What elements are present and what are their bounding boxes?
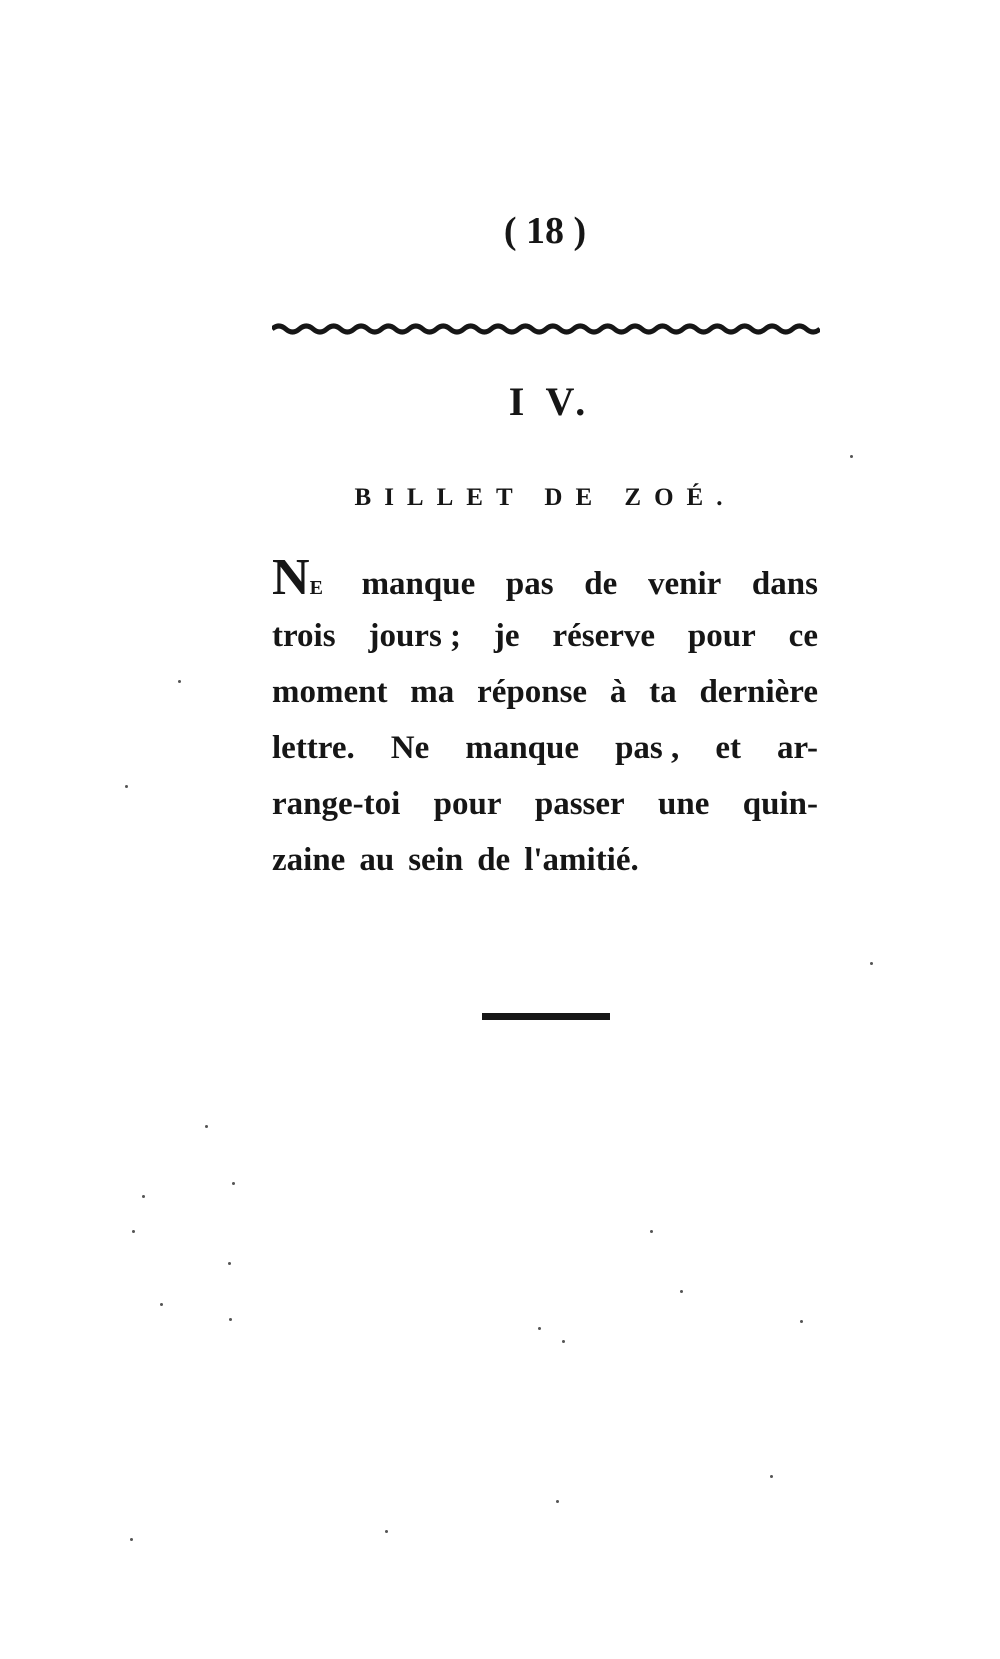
word: de bbox=[477, 842, 511, 878]
wavy-ornament-rule bbox=[272, 318, 820, 340]
paper-speck bbox=[800, 1320, 803, 1323]
end-rule bbox=[482, 1013, 610, 1020]
word: moment bbox=[272, 674, 388, 710]
paper-speck bbox=[538, 1327, 541, 1330]
word: dans bbox=[751, 566, 818, 602]
word: Ne bbox=[390, 730, 430, 766]
paper-speck bbox=[228, 1262, 231, 1265]
word: au bbox=[359, 842, 395, 878]
paper-speck bbox=[229, 1318, 232, 1321]
word: passer bbox=[534, 786, 625, 822]
initial-small-caps: E bbox=[309, 577, 323, 599]
word: lettre. bbox=[272, 730, 355, 766]
word: range-toi bbox=[272, 786, 401, 822]
paper-speck bbox=[232, 1182, 235, 1185]
body-line-6 bbox=[272, 832, 818, 888]
word: une bbox=[658, 786, 710, 822]
paper-speck bbox=[770, 1475, 773, 1478]
drop-initial: N bbox=[272, 549, 310, 606]
paper-speck bbox=[385, 1530, 388, 1533]
word: de bbox=[584, 566, 618, 602]
page-number: ( 18 ) bbox=[503, 210, 587, 252]
paper-speck bbox=[132, 1230, 135, 1233]
word: pour bbox=[687, 618, 756, 654]
word: zaine bbox=[272, 842, 346, 878]
word: réserve bbox=[552, 618, 656, 654]
paper-speck bbox=[160, 1303, 163, 1306]
paper-speck bbox=[562, 1340, 565, 1343]
word: ma bbox=[410, 674, 455, 710]
word: manque bbox=[361, 566, 476, 602]
body-line-2 bbox=[272, 608, 818, 664]
chapter-number: I V. bbox=[508, 379, 592, 424]
paper-speck bbox=[556, 1500, 559, 1503]
paper-speck bbox=[650, 1230, 653, 1233]
word: l'amitié. bbox=[524, 842, 639, 878]
word: ta bbox=[649, 674, 677, 710]
word: venir bbox=[647, 566, 722, 602]
letter-heading: BILLET DE ZOÉ. bbox=[354, 484, 736, 511]
paper-speck bbox=[205, 1125, 208, 1128]
body-line-3 bbox=[272, 664, 818, 720]
word: dernière bbox=[699, 674, 818, 710]
word: à bbox=[609, 674, 627, 710]
word: sein bbox=[408, 842, 464, 878]
paper-speck bbox=[870, 962, 873, 965]
paper-speck bbox=[178, 680, 181, 683]
word: manque bbox=[465, 730, 580, 766]
body-line-5 bbox=[272, 776, 818, 832]
paper-speck bbox=[850, 455, 853, 458]
word: pour bbox=[433, 786, 502, 822]
word: pas bbox=[505, 566, 554, 602]
body-line-4 bbox=[272, 720, 818, 776]
paper-speck bbox=[130, 1538, 133, 1541]
word: et bbox=[715, 730, 741, 766]
word: ce bbox=[788, 618, 818, 654]
body-line-1 bbox=[272, 549, 818, 608]
paper-speck bbox=[142, 1195, 145, 1198]
word: jours ; bbox=[368, 618, 462, 654]
opening-word bbox=[272, 549, 331, 616]
word: réponse bbox=[477, 674, 588, 710]
letter-body bbox=[272, 549, 818, 888]
word: ar- bbox=[777, 730, 818, 766]
paper-speck bbox=[680, 1290, 683, 1293]
word: quin- bbox=[742, 786, 818, 822]
paper-speck bbox=[125, 785, 128, 788]
word: trois bbox=[272, 618, 336, 654]
word: pas , bbox=[615, 730, 680, 766]
word: je bbox=[493, 618, 520, 654]
